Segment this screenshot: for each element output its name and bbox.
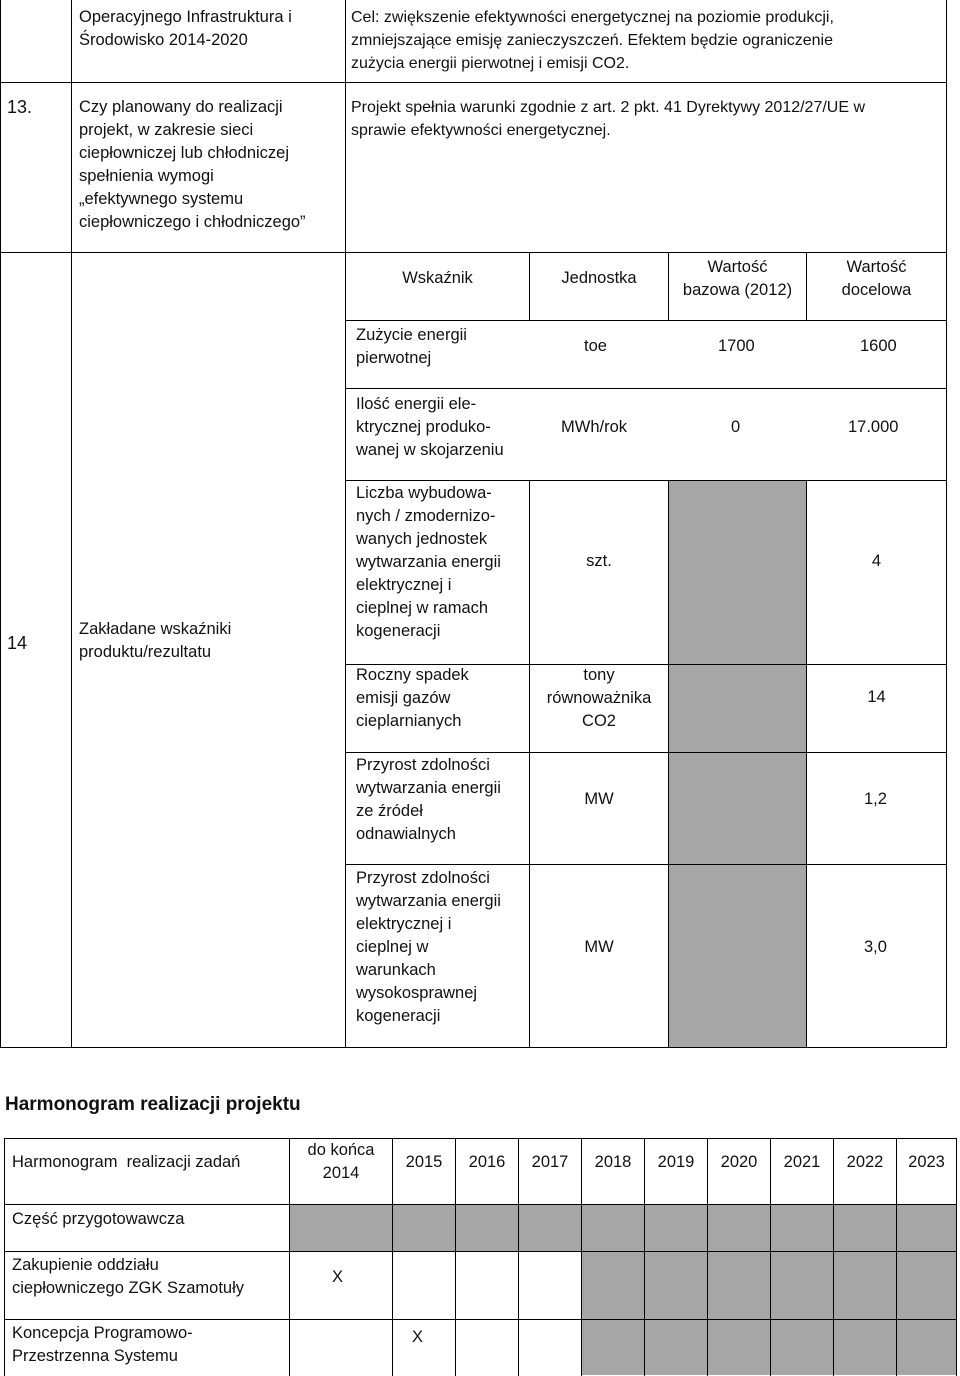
year-2017: 2017 (531, 1153, 569, 1171)
indicator-target: 3,0 (864, 938, 887, 956)
indicator-target: 1,2 (864, 790, 887, 808)
row14-label: Zakładane wskaźniki produktu/rezultatu (79, 620, 232, 661)
year-2022: 2022 (846, 1153, 884, 1171)
schedule-task: Koncepcja Programowo- Przestrzenna Systemu (12, 1324, 193, 1365)
indicator-target: 1600 (860, 337, 897, 355)
row13-question: Czy planowany do realizacji projekt, w zakresie sieci ciepłowniczej lub chłodniczej spełnienia wymogi „efektywnego systemu ciepłowniczego i chłodniczego” (79, 98, 306, 231)
schedule-title: Harmonogram realizacji projektu (5, 1094, 301, 1115)
indicator-name: Liczba wybudowa- nych / zmodernizo- wanych jednostek wytwarzania energii elektrycznej i cieplnej w ramach kogeneracji (356, 484, 501, 640)
header-unit: Jednostka (561, 269, 637, 287)
indicator-name: Ilość energii ele- ktrycznej produko- wanej w skojarzeniu (356, 395, 504, 459)
indicator-name: Przyrost zdolności wytwarzania energii elektrycznej i cieplnej w warunkach wysokosprawnej kogeneracji (356, 869, 501, 1025)
shaded-cell (668, 481, 806, 664)
schedule-task: Część przygotowawcza (12, 1210, 185, 1228)
header-base: Wartość bazowa (2012) (682, 258, 793, 299)
year-2021: 2021 (783, 1153, 821, 1171)
year-2020: 2020 (720, 1153, 758, 1171)
indicator-unit: toe (584, 337, 607, 355)
shaded-cell (668, 665, 806, 752)
indicator-target: 17.000 (848, 418, 899, 436)
schedule-first-period: do końca 2014 (307, 1141, 375, 1182)
shaded-cell (290, 1205, 956, 1251)
indicator-unit: tony równoważnika CO2 (546, 666, 652, 730)
header-indicator: Wskaźnik (402, 269, 473, 287)
indicator-name: Roczny spadek emisji gazów cieplarnianych (356, 666, 469, 730)
year-2023: 2023 (908, 1153, 945, 1171)
shaded-cell (668, 753, 806, 864)
indicator-base: 1700 (718, 337, 755, 355)
indicator-unit: MW (584, 938, 614, 956)
row13-number: 13. (7, 97, 33, 117)
indicator-unit: MWh/rok (561, 418, 627, 436)
shaded-cell (581, 1252, 956, 1319)
year-2019: 2019 (657, 1153, 695, 1171)
schedule-mark: X (412, 1328, 424, 1346)
row12-label: Operacyjnego Infrastruktura i Środowisko 2014-2020 (79, 8, 292, 49)
year-2016: 2016 (468, 1153, 506, 1171)
year-2015: 2015 (405, 1153, 443, 1171)
indicator-name: Zużycie energii pierwotnej (356, 326, 467, 367)
row13-answer: Projekt spełnia warunki zgodnie z art. 2 pkt. 41 Dyrektywy 2012/27/UE w sprawie efektywności energetycznej. (351, 99, 866, 139)
shaded-cell (668, 865, 806, 1047)
indicator-target: 14 (867, 688, 886, 706)
row14-number: 14 (7, 633, 28, 653)
schedule-mark: X (332, 1268, 344, 1286)
schedule-task: Zakupienie oddziału ciepłowniczego ZGK Szamotuły (12, 1256, 245, 1297)
header-target: Wartość docelowa (841, 258, 912, 299)
schedule-header-label: Harmonogram realizacji zadań (12, 1153, 241, 1171)
shaded-cell (581, 1320, 956, 1375)
indicator-base: 0 (731, 418, 741, 436)
indicator-unit: szt. (586, 552, 612, 570)
row12-content: Cel: zwiększenie efektywności energetycznej na poziomie produkcji, zmniejszające emisję zanieczyszczeń. Efektem będzie ograniczenie zużycia energii pierwotnej i emisji CO2. (351, 9, 834, 72)
indicator-name: Przyrost zdolności wytwarzania energii ze źródeł odnawialnych (356, 756, 501, 843)
year-2018: 2018 (594, 1153, 632, 1171)
indicator-unit: MW (584, 790, 614, 808)
indicator-target: 4 (871, 552, 882, 570)
